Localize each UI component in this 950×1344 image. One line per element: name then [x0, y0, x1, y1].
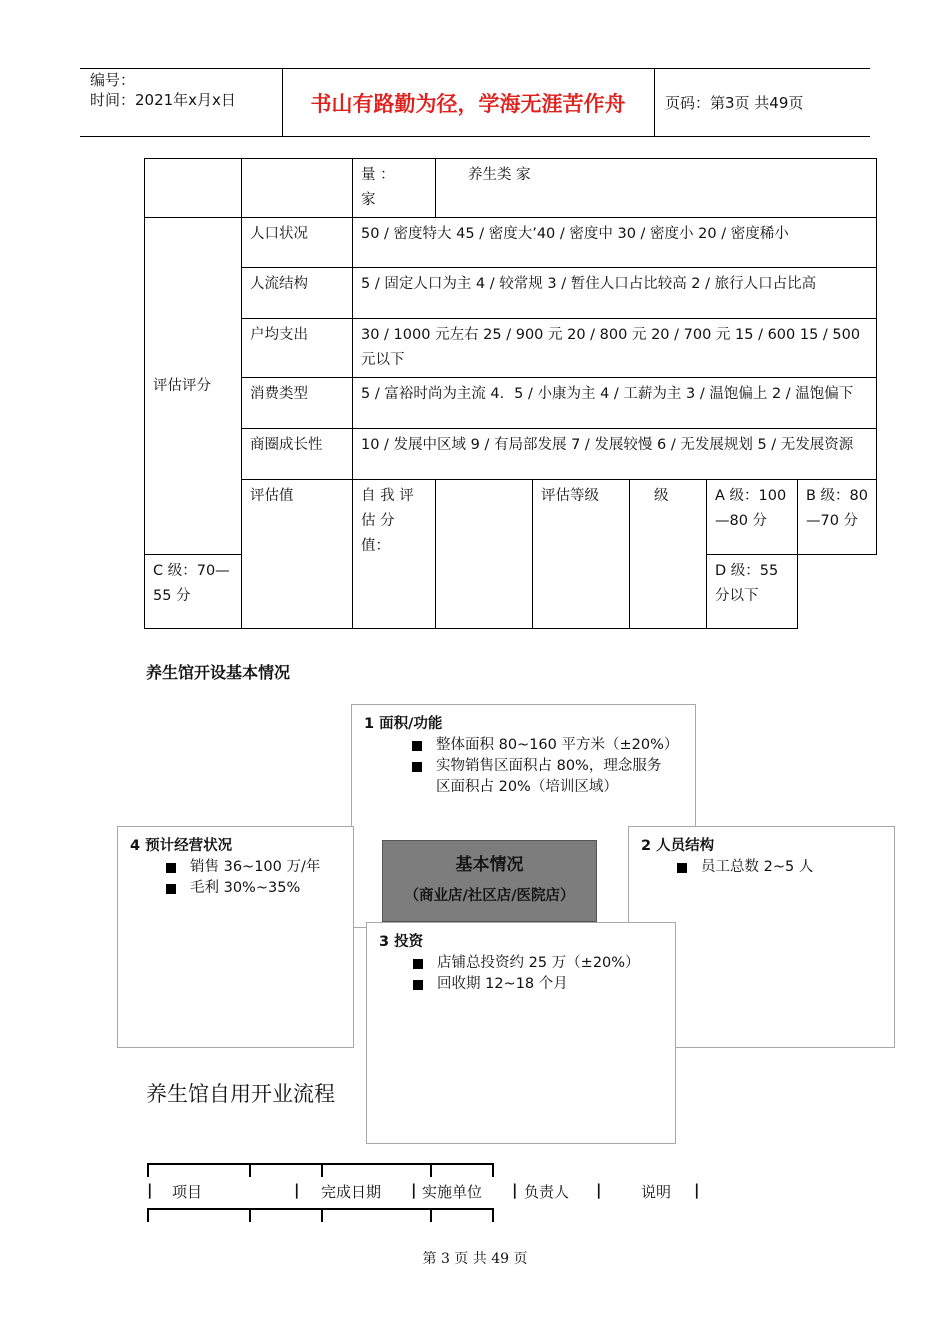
row-label-population: 人口状况 [242, 218, 353, 268]
evaluation-table [144, 158, 877, 629]
table-row [145, 218, 877, 268]
table-cell-quantity [353, 159, 436, 218]
self-score-line: 估 分 [361, 513, 395, 529]
table-cell-empty [145, 159, 242, 218]
grade-c: C 级：70—55 分 [145, 555, 242, 629]
square-bullet-icon [166, 884, 176, 894]
square-bullet-icon [166, 863, 176, 873]
diagram-center-box [382, 840, 597, 922]
row-value-spending: 30 / 1000 元左右 25 / 900 元 20 / 800 元 20 / 700 元 15 / 600 15 / 500 元以下 [353, 319, 877, 378]
square-bullet-icon [677, 863, 687, 873]
row-label-spending: 户均支出 [242, 319, 353, 378]
table-row [145, 159, 877, 218]
section-title-opening-process: 养生馆自用开业流程 [146, 1082, 335, 1106]
row-label-eval: 评估值 [242, 480, 353, 629]
self-score-label [353, 480, 436, 629]
list-item: 实物销售区面积占 80%，理念服务区面积占 20%（培训区域） [412, 756, 672, 798]
row-value-traffic: 5 / 固定人口为主 4 / 较常规 3 / 暂住人口占比较高 2 / 旅行人口占比高 [353, 268, 877, 319]
flow-col-date: 完成日期 [321, 1183, 382, 1201]
flow-col-item: 项目 [172, 1183, 203, 1201]
row-value-population: 50 / 密度特大 45 / 密度大’40 / 密度中 30 / 密度小 20 / 密度稀小 [353, 218, 877, 268]
box-title: 1 面积/功能 [364, 716, 443, 732]
header-page-label: 页码：第3页 共49页 [665, 94, 804, 112]
grade-a: A 级：100—80 分 [707, 480, 798, 555]
self-score-value [436, 480, 533, 629]
grade-label: 评估等级 [533, 480, 630, 629]
diagram-box-operations [117, 826, 354, 1048]
quantity-unit: 家 [361, 192, 376, 208]
square-bullet-icon [413, 980, 423, 990]
list-item: 销售 36~100 万/年 [166, 857, 341, 878]
table-row [145, 378, 877, 429]
row-value-consumption: 5 / 富裕时尚为主流 4．5 / 小康为主 4 / 工薪为主 3 / 温饱偏上 2 / 温饱偏下 [353, 378, 877, 429]
doc-number-label: 编号： [90, 71, 136, 89]
list-item: 整体面积 80~160 平方米（±20%） [412, 735, 672, 756]
grade-b: B 级：80—70 分 [798, 480, 877, 555]
diagram-box-investment [366, 922, 676, 1144]
page-footer: 第 3 页 共 49 页 [422, 1251, 528, 1267]
square-bullet-icon [413, 959, 423, 969]
group-label: 评估评分 [145, 218, 242, 555]
center-subtitle: （商业店/社区店/医院店） [404, 888, 575, 904]
table-cell-category: 养生类 家 [436, 159, 877, 218]
list-item: 店铺总投资约 25 万（±20%） [413, 953, 663, 974]
table-row [145, 268, 877, 319]
row-label-consumption: 消费类型 [242, 378, 353, 429]
grade-d: D 级：55 分以下 [707, 555, 798, 629]
table-row [145, 480, 877, 555]
list-item: 员工总数 2~5 人 [677, 857, 882, 878]
table-row [145, 429, 877, 480]
square-bullet-icon [412, 762, 422, 772]
flow-col-note: 说明 [641, 1183, 672, 1201]
list-item: 回收期 12~18 个月 [413, 974, 663, 995]
center-title: 基本情况 [455, 855, 524, 875]
row-label-growth: 商圈成长性 [242, 429, 353, 480]
section-title-basics: 养生馆开设基本情况 [146, 663, 291, 682]
header-meta [90, 70, 236, 110]
row-label-traffic: 人流结构 [242, 268, 353, 319]
list-item: 毛利 30%~35% [166, 878, 341, 899]
self-score-line: 值： [361, 538, 390, 554]
quantity-label: 量 ： [361, 167, 395, 183]
doc-time-label: 时间：2021年x月x日 [90, 91, 236, 109]
grade-unit: 级 [630, 480, 707, 629]
box-title: 4 预计经营状况 [130, 838, 233, 854]
flow-col-owner: 负责人 [524, 1183, 570, 1201]
table-row [145, 319, 877, 378]
box-title: 3 投资 [379, 934, 424, 950]
box-title: 2 人员结构 [641, 838, 715, 854]
square-bullet-icon [412, 741, 422, 751]
header-motto: 书山有路勤为径，学海无涯苦作舟 [310, 92, 626, 116]
flow-col-unit: 实施单位 [422, 1183, 483, 1201]
self-score-line: 自 我 评 [361, 488, 414, 504]
table-cell-empty [242, 159, 353, 218]
row-value-growth: 10 / 发展中区域 9 / 有局部发展 7 / 发展较慢 6 / 无发展规划 5 / 无发展资源 [353, 429, 877, 480]
